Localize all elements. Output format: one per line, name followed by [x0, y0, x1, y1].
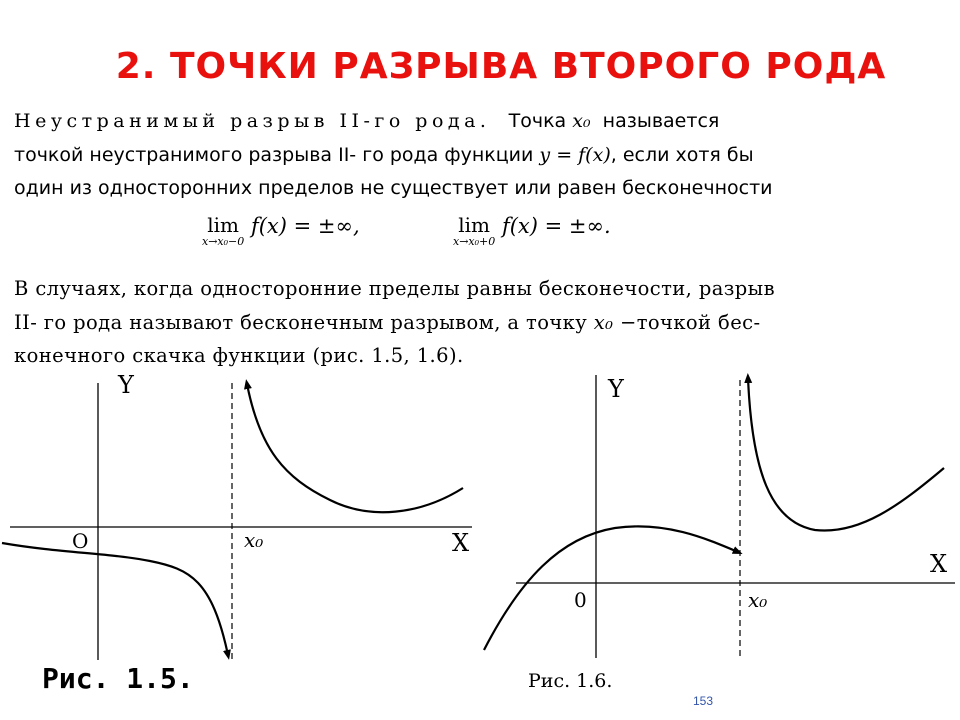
definition-var-x0: x₀ — [572, 110, 591, 132]
paragraph2-line-3: конечного скачка функции (рис. 1.5, 1.6). — [14, 344, 464, 367]
paragraph2-line-1: В случаях, когда односторонние пределы равны бесконечости, разрыв — [14, 277, 775, 300]
definition-text-b: называется — [602, 110, 720, 132]
paragraph2-line2-b: −точкой бес- — [619, 311, 761, 334]
right-curve-left — [484, 526, 738, 650]
left-x0-label: x₀ — [244, 528, 264, 552]
definition-line2-a: точкой неустранимого разрыва II- го рода функции — [14, 144, 534, 166]
definition-text-a: Точка — [508, 110, 567, 132]
left-curve-lower — [2, 543, 228, 655]
right-origin-label: 0 — [574, 588, 587, 612]
definition-line2-b: , если хотя бы — [610, 144, 754, 166]
right-curve-upper — [748, 378, 944, 531]
paragraph2-line2-a: II- го рода называют бесконечным разрывом, а точку — [14, 311, 588, 334]
paragraph2-var-x0: x₀ — [593, 311, 614, 334]
limit-left-op: lim — [207, 213, 239, 237]
limit-left-sub: x→x₀−0 — [202, 235, 245, 248]
definition-line-3: один из односторонних пределов не существует или равен бесконечности — [14, 177, 773, 199]
right-x-label: X — [930, 550, 948, 578]
figure-right-caption: Рис. 1.6. — [528, 670, 613, 692]
right-x0-label: x₀ — [748, 588, 768, 612]
figure-left-caption: Рис. 1.5. — [42, 662, 194, 695]
page-number: 153 — [693, 694, 714, 708]
limit-right-expr: f(x) = ±∞. — [501, 214, 611, 238]
left-y-label: Y — [118, 371, 134, 399]
definition-function: y = f(x) — [539, 144, 611, 166]
left-origin-label: O — [72, 529, 89, 553]
limit-right-op: lim — [458, 213, 490, 237]
right-y-label: Y — [608, 375, 624, 403]
left-x-label: X — [452, 529, 470, 557]
slide-title-text: 2. ТОЧКИ РАЗРЫВА ВТОРОГО РОДА — [115, 46, 887, 87]
definition-term: Неустранимый разрыв II-го рода. — [14, 110, 491, 132]
figure-left — [2, 371, 472, 662]
limit-right-sub: x→x₀+0 — [453, 235, 496, 248]
figure-right — [484, 375, 955, 660]
left-curve-upper — [247, 384, 463, 512]
limit-left-expr: f(x) = ±∞, — [250, 214, 360, 238]
